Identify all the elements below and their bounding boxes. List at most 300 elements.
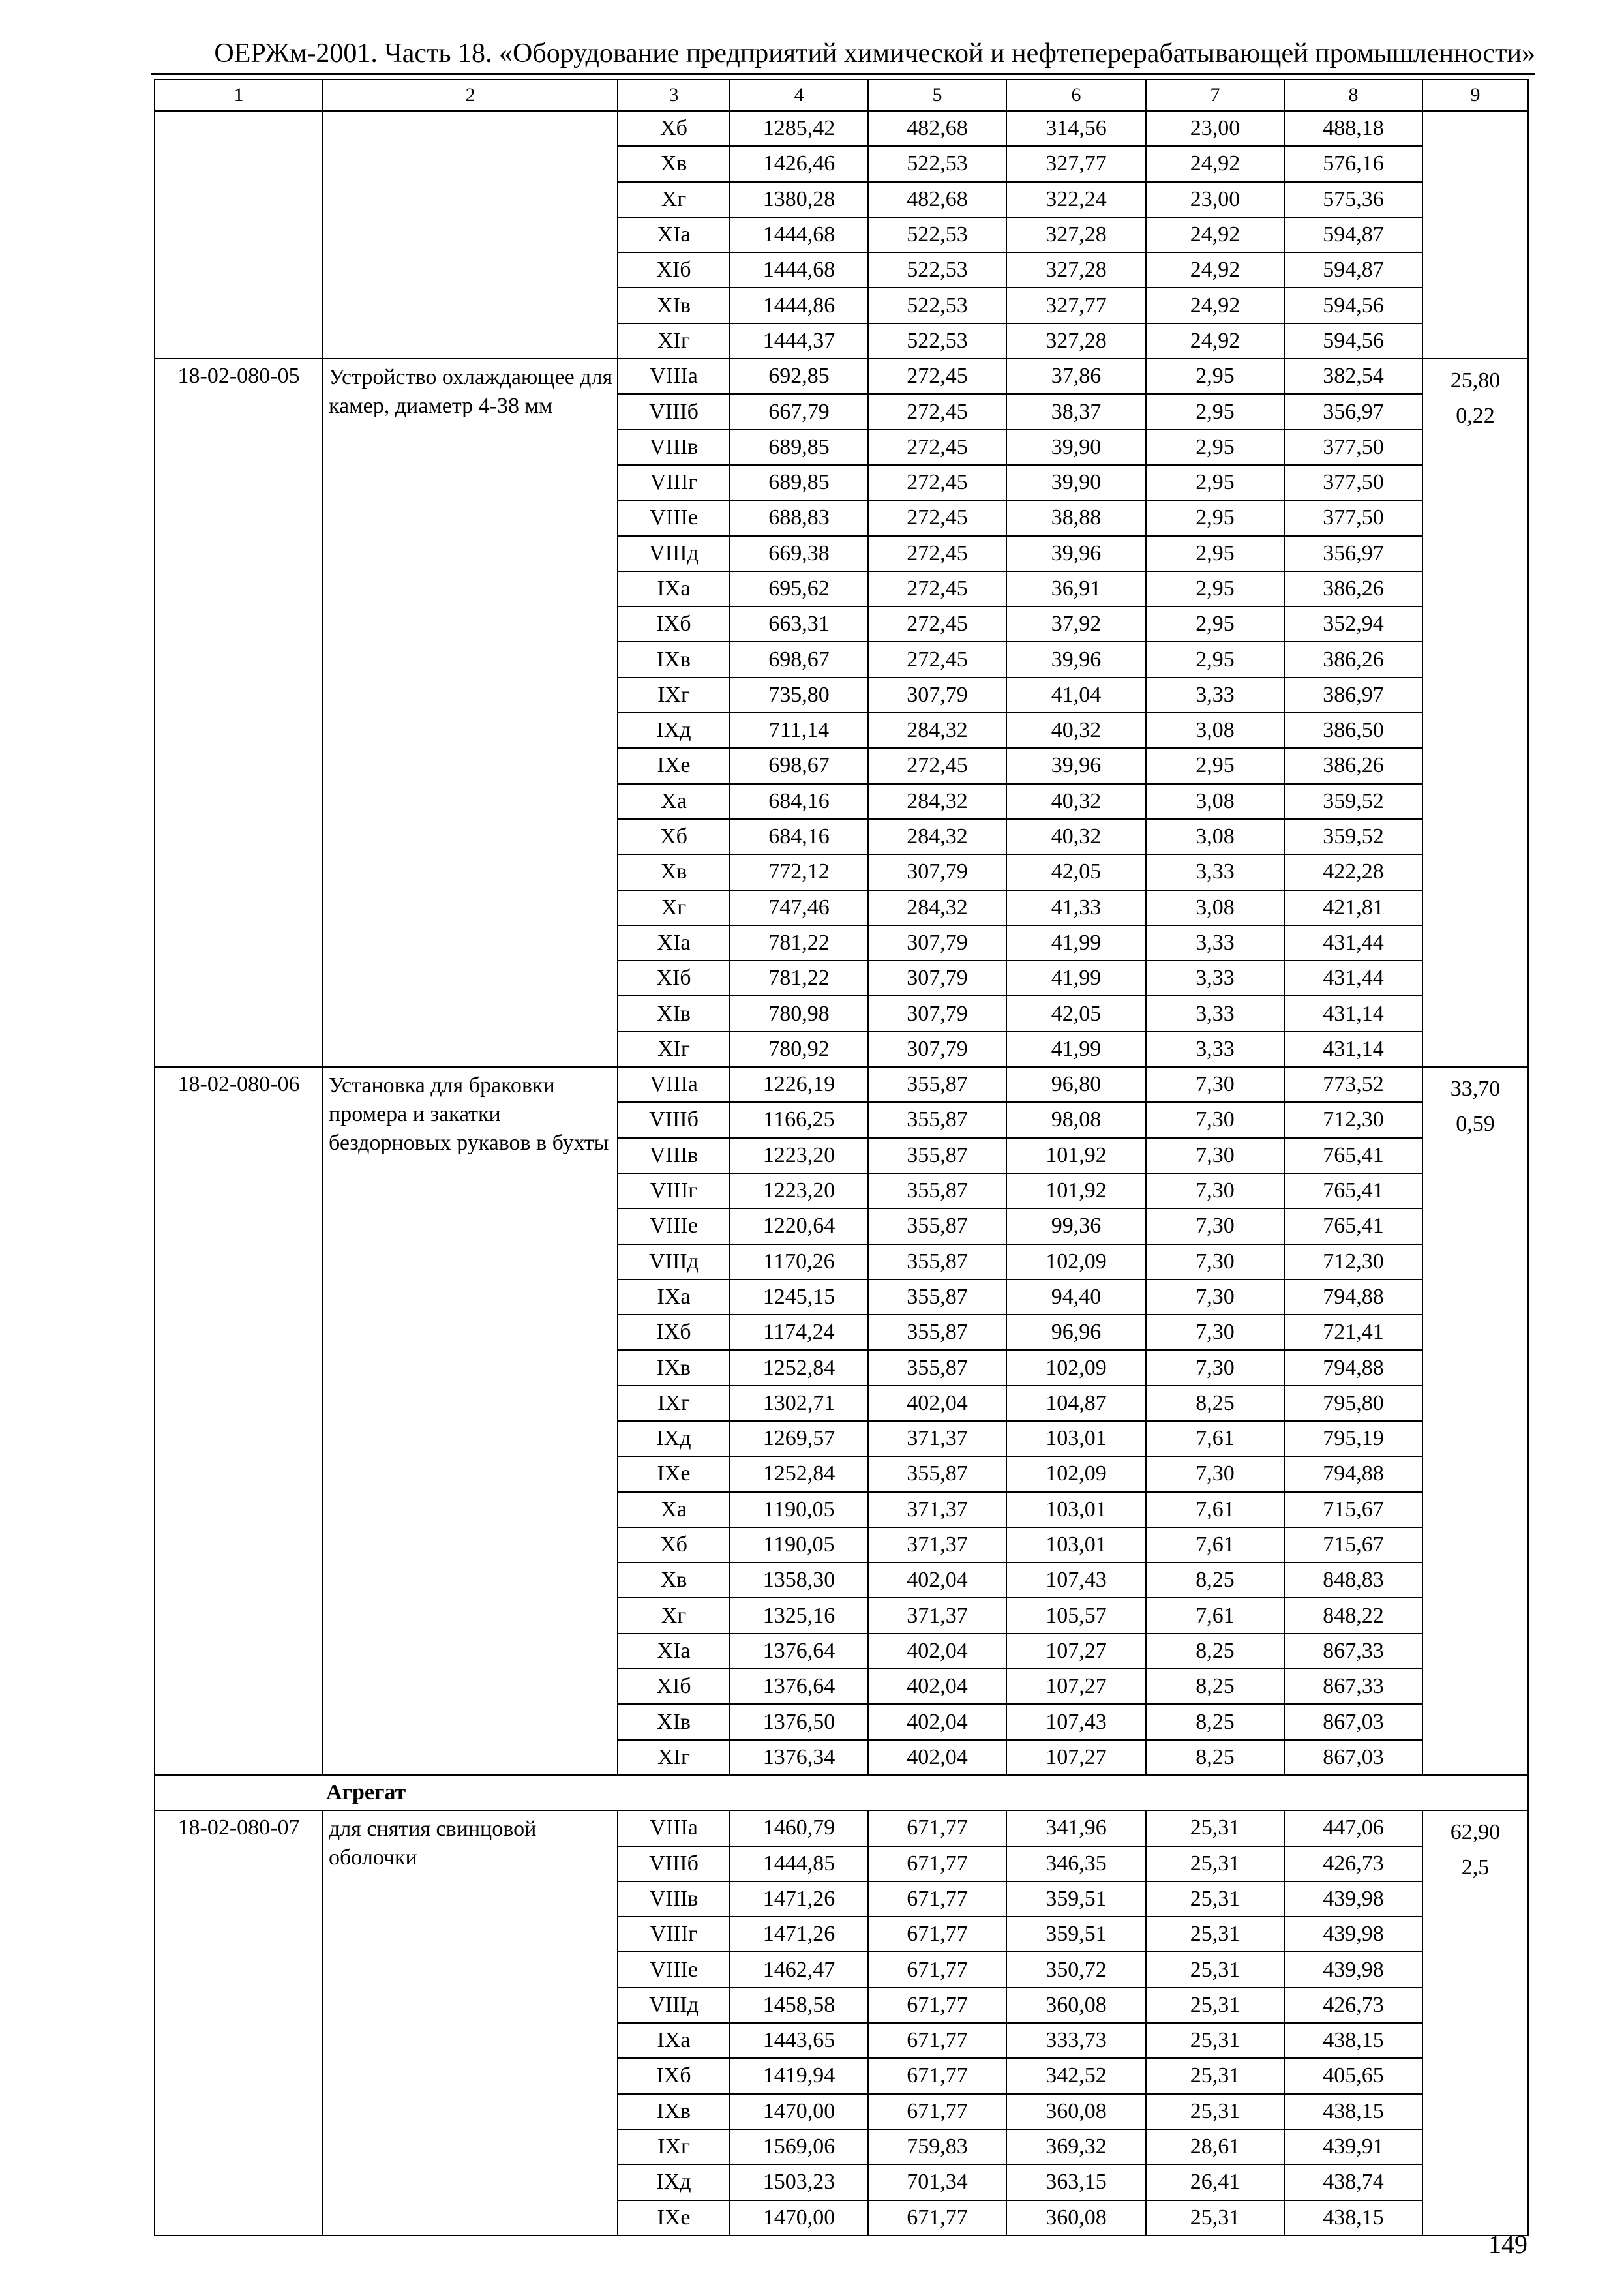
value-cell: 327,28 <box>1006 323 1146 359</box>
zone-cell: VIIIг <box>618 1917 730 1952</box>
zone-cell: IXа <box>618 2023 730 2058</box>
value-cell: 438,15 <box>1284 2094 1422 2129</box>
value-cell: 795,19 <box>1284 1421 1422 1456</box>
value-cell: 712,30 <box>1284 1102 1422 1137</box>
zone-cell: IXа <box>618 571 730 606</box>
value-cell: 2,95 <box>1146 606 1284 642</box>
value-cell: 371,37 <box>868 1527 1006 1563</box>
rate-name: Устройство охлаждающее для камер, диаметр 4-38 мм <box>323 359 618 1067</box>
zone-cell: XIв <box>618 288 730 323</box>
value-cell: 23,00 <box>1146 111 1284 146</box>
value-cell: 867,33 <box>1284 1634 1422 1669</box>
value-cell: 689,85 <box>730 430 868 465</box>
rate-code: 18-02-080-05 <box>155 359 323 1067</box>
zone-cell: VIIIд <box>618 1244 730 1279</box>
value-cell: 1166,25 <box>730 1102 868 1137</box>
column-number: 2 <box>323 80 618 111</box>
section-row <box>155 1775 1528 1810</box>
zone-cell: IXв <box>618 2094 730 2129</box>
zone-cell: IXг <box>618 678 730 713</box>
column-number: 3 <box>618 80 730 111</box>
value-cell: 386,26 <box>1284 642 1422 677</box>
value-cell: 322,24 <box>1006 182 1146 217</box>
value-cell: 386,26 <box>1284 571 1422 606</box>
value-cell: 355,87 <box>868 1244 1006 1279</box>
value-cell: 356,97 <box>1284 536 1422 571</box>
value-cell: 594,56 <box>1284 323 1422 359</box>
value-cell: 38,37 <box>1006 394 1146 429</box>
value-cell: 1444,37 <box>730 323 868 359</box>
value-cell: 25,31 <box>1146 2200 1284 2236</box>
value-cell: 1380,28 <box>730 182 868 217</box>
zone-cell: VIIIб <box>618 394 730 429</box>
zone-cell: VIIIв <box>618 1138 730 1173</box>
zone-cell: IXе <box>618 748 730 783</box>
value-cell: 402,04 <box>868 1704 1006 1739</box>
value-cell: 689,85 <box>730 465 868 500</box>
header-rule <box>151 73 1535 75</box>
value-cell: 1358,30 <box>730 1563 868 1598</box>
value-cell: 107,27 <box>1006 1740 1146 1775</box>
value-cell: 24,92 <box>1146 252 1284 288</box>
value-cell: 307,79 <box>868 961 1006 996</box>
value-cell: 42,05 <box>1006 996 1146 1031</box>
value-cell: 1503,23 <box>730 2164 868 2200</box>
value-cell: 359,51 <box>1006 1917 1146 1952</box>
value-cell: 371,37 <box>868 1598 1006 1633</box>
value-cell: 272,45 <box>868 536 1006 571</box>
value-cell: 3,33 <box>1146 925 1284 961</box>
value-cell: 759,83 <box>868 2129 1006 2164</box>
value-cell: 1285,42 <box>730 111 868 146</box>
value-cell: 101,92 <box>1006 1173 1146 1208</box>
value-cell: 41,33 <box>1006 890 1146 925</box>
value-cell: 773,52 <box>1284 1067 1422 1102</box>
value-cell: 684,16 <box>730 784 868 819</box>
value-cell: 307,79 <box>868 678 1006 713</box>
zone-cell: VIIIа <box>618 1810 730 1846</box>
value-cell: 671,77 <box>868 1881 1006 1917</box>
value-cell: 671,77 <box>868 2200 1006 2236</box>
value-cell: 671,77 <box>868 1988 1006 2023</box>
value-cell: 314,56 <box>1006 111 1146 146</box>
rate-code: 18-02-080-06 <box>155 1067 323 1775</box>
value-cell: 1376,64 <box>730 1669 868 1704</box>
value-cell: 7,30 <box>1146 1138 1284 1173</box>
value-cell: 482,68 <box>868 111 1006 146</box>
zone-cell: IXв <box>618 1350 730 1385</box>
value-cell: 522,53 <box>868 252 1006 288</box>
zone-cell: IXв <box>618 642 730 677</box>
value-cell: 7,61 <box>1146 1598 1284 1633</box>
value-cell: 355,87 <box>868 1138 1006 1173</box>
value-cell: 360,08 <box>1006 2200 1146 2236</box>
value-cell: 25,31 <box>1146 2094 1284 2129</box>
value-cell: 1376,50 <box>730 1704 868 1739</box>
value-cell: 1470,00 <box>730 2094 868 2129</box>
zone-cell: IXг <box>618 2129 730 2164</box>
value-cell: 350,72 <box>1006 1952 1146 1987</box>
value-cell: 360,08 <box>1006 2094 1146 2129</box>
value-cell: 94,40 <box>1006 1279 1146 1315</box>
value-cell: 272,45 <box>868 394 1006 429</box>
value-cell: 671,77 <box>868 1846 1006 1881</box>
value-cell: 671,77 <box>868 1810 1006 1846</box>
zone-cell: XIб <box>618 252 730 288</box>
table-row <box>155 1810 1528 1846</box>
value-cell: 848,83 <box>1284 1563 1422 1598</box>
zone-cell: Xб <box>618 819 730 854</box>
value-cell: 360,08 <box>1006 1988 1146 2023</box>
value-cell: 1444,68 <box>730 252 868 288</box>
value-cell: 794,88 <box>1284 1350 1422 1385</box>
value-cell: 765,41 <box>1284 1138 1422 1173</box>
value-cell: 355,87 <box>868 1350 1006 1385</box>
value-cell: 39,96 <box>1006 642 1146 677</box>
value-cell: 272,45 <box>868 642 1006 677</box>
value-cell: 688,83 <box>730 500 868 535</box>
value-cell: 8,25 <box>1146 1740 1284 1775</box>
value-cell: 41,99 <box>1006 925 1146 961</box>
value-cell: 107,27 <box>1006 1669 1146 1704</box>
value-cell: 98,08 <box>1006 1102 1146 1137</box>
value-cell: 426,73 <box>1284 1846 1422 1881</box>
value-cell: 439,98 <box>1284 1952 1422 1987</box>
value-cell: 698,67 <box>730 748 868 783</box>
value-cell: 7,61 <box>1146 1527 1284 1563</box>
value-cell: 3,33 <box>1146 961 1284 996</box>
rate-name: Установка для браковки промера и закатки бездорновых рукавов в бухты <box>323 1067 618 1775</box>
value-cell: 307,79 <box>868 854 1006 890</box>
value-cell: 359,52 <box>1284 784 1422 819</box>
value-cell: 2,95 <box>1146 642 1284 677</box>
value-cell: 327,28 <box>1006 217 1146 252</box>
value-cell: 765,41 <box>1284 1173 1422 1208</box>
value-cell: 24,92 <box>1146 146 1284 181</box>
value-cell: 1376,34 <box>730 1740 868 1775</box>
value-cell: 355,87 <box>868 1102 1006 1137</box>
value-cell: 25,31 <box>1146 1952 1284 1987</box>
value-cell: 284,32 <box>868 713 1006 748</box>
value-cell: 2,95 <box>1146 748 1284 783</box>
value-cell: 102,09 <box>1006 1350 1146 1385</box>
value-cell: 671,77 <box>868 1952 1006 1987</box>
value-cell: 41,99 <box>1006 961 1146 996</box>
zone-cell: IXб <box>618 2058 730 2093</box>
value-cell: 1190,05 <box>730 1527 868 1563</box>
value-cell: 1471,26 <box>730 1917 868 1952</box>
value-cell: 352,94 <box>1284 606 1422 642</box>
value-cell: 284,32 <box>868 890 1006 925</box>
value-cell: 1190,05 <box>730 1492 868 1527</box>
value-cell: 333,73 <box>1006 2023 1146 2058</box>
value-cell: 371,37 <box>868 1421 1006 1456</box>
value-cell: 103,01 <box>1006 1527 1146 1563</box>
value-cell: 402,04 <box>868 1386 1006 1421</box>
value-cell: 2,95 <box>1146 430 1284 465</box>
value-cell: 2,95 <box>1146 571 1284 606</box>
value-cell: 355,87 <box>868 1456 1006 1491</box>
value-cell: 867,33 <box>1284 1669 1422 1704</box>
value-cell: 1443,65 <box>730 2023 868 2058</box>
value-cell: 7,61 <box>1146 1421 1284 1456</box>
value-cell: 576,16 <box>1284 146 1422 181</box>
value-cell: 39,96 <box>1006 536 1146 571</box>
column-number: 6 <box>1006 80 1146 111</box>
value-cell: 3,08 <box>1146 713 1284 748</box>
value-cell: 867,03 <box>1284 1704 1422 1739</box>
value-cell: 102,09 <box>1006 1244 1146 1279</box>
value-cell: 1302,71 <box>730 1386 868 1421</box>
value-cell: 386,97 <box>1284 678 1422 713</box>
value-cell: 431,44 <box>1284 925 1422 961</box>
value-cell: 402,04 <box>868 1740 1006 1775</box>
value-cell: 341,96 <box>1006 1810 1146 1846</box>
value-cell: 1569,06 <box>730 2129 868 2164</box>
value-cell: 2,95 <box>1146 465 1284 500</box>
value-cell: 671,77 <box>868 2023 1006 2058</box>
zone-cell: VIIIд <box>618 1988 730 2023</box>
value-cell: 26,41 <box>1146 2164 1284 2200</box>
extra-value: 0,59 <box>1456 1112 1495 1137</box>
column-number: 5 <box>868 80 1006 111</box>
value-cell: 663,31 <box>730 606 868 642</box>
zone-cell: IXб <box>618 1315 730 1350</box>
value-cell: 439,98 <box>1284 1881 1422 1917</box>
value-cell: 715,67 <box>1284 1527 1422 1563</box>
zone-cell: VIIIе <box>618 500 730 535</box>
value-cell: 107,27 <box>1006 1634 1146 1669</box>
value-cell: 355,87 <box>868 1173 1006 1208</box>
value-cell: 101,92 <box>1006 1138 1146 1173</box>
value-cell: 439,98 <box>1284 1917 1422 1952</box>
zone-cell: Xв <box>618 1563 730 1598</box>
value-cell: 1444,85 <box>730 1846 868 1881</box>
extra-value: 62,90 <box>1450 1820 1501 1845</box>
value-cell: 96,80 <box>1006 1067 1146 1102</box>
zone-cell: XIа <box>618 217 730 252</box>
value-cell: 39,96 <box>1006 748 1146 783</box>
zone-cell: VIIIа <box>618 1067 730 1102</box>
value-cell: 327,77 <box>1006 146 1146 181</box>
value-cell: 488,18 <box>1284 111 1422 146</box>
value-cell: 7,30 <box>1146 1456 1284 1491</box>
value-cell: 355,87 <box>868 1315 1006 1350</box>
value-cell: 7,61 <box>1146 1492 1284 1527</box>
extra-values-cell <box>1422 359 1528 1067</box>
value-cell: 2,95 <box>1146 394 1284 429</box>
value-cell: 25,31 <box>1146 1988 1284 2023</box>
value-cell: 715,67 <box>1284 1492 1422 1527</box>
value-cell: 355,87 <box>868 1208 1006 1244</box>
value-cell: 671,77 <box>868 2058 1006 2093</box>
value-cell: 712,30 <box>1284 1244 1422 1279</box>
value-cell: 867,03 <box>1284 1740 1422 1775</box>
value-cell: 1471,26 <box>730 1881 868 1917</box>
section-title: Агрегат <box>155 1775 1528 1810</box>
page-number: 149 <box>1488 2230 1527 2259</box>
zone-cell: IXг <box>618 1386 730 1421</box>
zone-cell: VIIIе <box>618 1208 730 1244</box>
value-cell: 386,50 <box>1284 713 1422 748</box>
zone-cell: IXе <box>618 2200 730 2236</box>
value-cell: 8,25 <box>1146 1704 1284 1739</box>
value-cell: 39,90 <box>1006 430 1146 465</box>
zone-cell: Xб <box>618 111 730 146</box>
value-cell: 711,14 <box>730 713 868 748</box>
value-cell: 25,31 <box>1146 2023 1284 2058</box>
extra-values-cell <box>1422 1810 1528 2236</box>
value-cell: 359,51 <box>1006 1881 1146 1917</box>
zone-cell: IXа <box>618 1279 730 1315</box>
value-cell: 377,50 <box>1284 430 1422 465</box>
value-cell: 1252,84 <box>730 1456 868 1491</box>
zone-cell: VIIIг <box>618 1173 730 1208</box>
value-cell: 1252,84 <box>730 1350 868 1385</box>
value-cell: 355,87 <box>868 1067 1006 1102</box>
value-cell: 421,81 <box>1284 890 1422 925</box>
extra-value: 33,70 <box>1450 1077 1501 1101</box>
value-cell: 431,14 <box>1284 996 1422 1031</box>
zone-cell: VIIIа <box>618 359 730 394</box>
value-cell: 103,01 <box>1006 1492 1146 1527</box>
value-cell: 431,44 <box>1284 961 1422 996</box>
column-number: 9 <box>1422 80 1528 111</box>
zone-cell: VIIIв <box>618 1881 730 1917</box>
value-cell: 522,53 <box>868 217 1006 252</box>
zone-cell: XIг <box>618 1032 730 1067</box>
column-number: 7 <box>1146 80 1284 111</box>
value-cell: 272,45 <box>868 748 1006 783</box>
zone-cell: Xг <box>618 182 730 217</box>
value-cell: 23,00 <box>1146 182 1284 217</box>
value-cell: 307,79 <box>868 1032 1006 1067</box>
value-cell: 386,26 <box>1284 748 1422 783</box>
rate-code <box>155 111 323 359</box>
value-cell: 482,68 <box>868 182 1006 217</box>
value-cell: 103,01 <box>1006 1421 1146 1456</box>
value-cell: 780,98 <box>730 996 868 1031</box>
value-cell: 7,30 <box>1146 1208 1284 1244</box>
value-cell: 594,87 <box>1284 217 1422 252</box>
value-cell: 41,99 <box>1006 1032 1146 1067</box>
value-cell: 105,57 <box>1006 1598 1146 1633</box>
value-cell: 1470,00 <box>730 2200 868 2236</box>
value-cell: 8,25 <box>1146 1669 1284 1704</box>
value-cell: 107,43 <box>1006 1704 1146 1739</box>
zone-cell: XIв <box>618 996 730 1031</box>
zone-cell: Xв <box>618 146 730 181</box>
value-cell: 1245,15 <box>730 1279 868 1315</box>
value-cell: 42,05 <box>1006 854 1146 890</box>
value-cell: 1458,58 <box>730 1988 868 2023</box>
extra-value: 25,80 <box>1450 368 1501 393</box>
zone-cell: XIа <box>618 925 730 961</box>
page-header: ОЕРЖм-2001. Часть 18. «Оборудование предприятий химической и нефтеперерабатывающей промышленности» <box>214 38 1535 68</box>
value-cell: 1226,19 <box>730 1067 868 1102</box>
value-cell: 272,45 <box>868 465 1006 500</box>
value-cell: 3,33 <box>1146 1032 1284 1067</box>
zone-cell: VIIIе <box>618 1952 730 1987</box>
value-cell: 1444,68 <box>730 217 868 252</box>
zone-cell: XIг <box>618 1740 730 1775</box>
zone-cell: VIIIг <box>618 465 730 500</box>
rate-name: для снятия свинцовой оболочки <box>323 1810 618 2236</box>
value-cell: 3,33 <box>1146 678 1284 713</box>
zone-cell: Xа <box>618 784 730 819</box>
value-cell: 439,91 <box>1284 2129 1422 2164</box>
value-cell: 104,87 <box>1006 1386 1146 1421</box>
value-cell: 3,08 <box>1146 890 1284 925</box>
value-cell: 1220,64 <box>730 1208 868 1244</box>
table-row <box>155 1067 1528 1102</box>
column-number: 1 <box>155 80 323 111</box>
value-cell: 307,79 <box>868 925 1006 961</box>
value-cell: 3,08 <box>1146 819 1284 854</box>
value-cell: 422,28 <box>1284 854 1422 890</box>
value-cell: 272,45 <box>868 500 1006 535</box>
value-cell: 1269,57 <box>730 1421 868 1456</box>
value-cell: 2,95 <box>1146 536 1284 571</box>
rate-name <box>323 111 618 359</box>
value-cell: 40,32 <box>1006 713 1146 748</box>
value-cell: 1170,26 <box>730 1244 868 1279</box>
value-cell: 356,97 <box>1284 394 1422 429</box>
value-cell: 447,06 <box>1284 1810 1422 1846</box>
zone-cell: VIIIб <box>618 1846 730 1881</box>
column-number: 8 <box>1284 80 1422 111</box>
value-cell: 402,04 <box>868 1669 1006 1704</box>
value-cell: 107,43 <box>1006 1563 1146 1598</box>
value-cell: 363,15 <box>1006 2164 1146 2200</box>
value-cell: 1223,20 <box>730 1138 868 1173</box>
value-cell: 781,22 <box>730 961 868 996</box>
value-cell: 7,30 <box>1146 1315 1284 1350</box>
value-cell: 3,33 <box>1146 854 1284 890</box>
value-cell: 284,32 <box>868 819 1006 854</box>
value-cell: 102,09 <box>1006 1456 1146 1491</box>
value-cell: 695,62 <box>730 571 868 606</box>
value-cell: 327,28 <box>1006 252 1146 288</box>
value-cell: 40,32 <box>1006 819 1146 854</box>
extra-values-cell <box>1422 111 1528 359</box>
value-cell: 96,96 <box>1006 1315 1146 1350</box>
value-cell: 698,67 <box>730 642 868 677</box>
zone-cell: VIIIд <box>618 536 730 571</box>
zone-cell: XIв <box>618 1704 730 1739</box>
zone-cell: XIг <box>618 323 730 359</box>
value-cell: 405,65 <box>1284 2058 1422 2093</box>
value-cell: 431,14 <box>1284 1032 1422 1067</box>
zone-cell: IXб <box>618 606 730 642</box>
value-cell: 765,41 <box>1284 1208 1422 1244</box>
value-cell: 346,35 <box>1006 1846 1146 1881</box>
value-cell: 25,31 <box>1146 1846 1284 1881</box>
zone-cell: IXд <box>618 1421 730 1456</box>
zone-cell: Xг <box>618 890 730 925</box>
value-cell: 1174,24 <box>730 1315 868 1350</box>
zone-cell: Xв <box>618 854 730 890</box>
value-cell: 369,32 <box>1006 2129 1146 2164</box>
value-cell: 272,45 <box>868 606 1006 642</box>
value-cell: 24,92 <box>1146 323 1284 359</box>
value-cell: 272,45 <box>868 571 1006 606</box>
value-cell: 594,87 <box>1284 252 1422 288</box>
value-cell: 780,92 <box>730 1032 868 1067</box>
value-cell: 669,38 <box>730 536 868 571</box>
value-cell: 24,92 <box>1146 217 1284 252</box>
value-cell: 371,37 <box>868 1492 1006 1527</box>
